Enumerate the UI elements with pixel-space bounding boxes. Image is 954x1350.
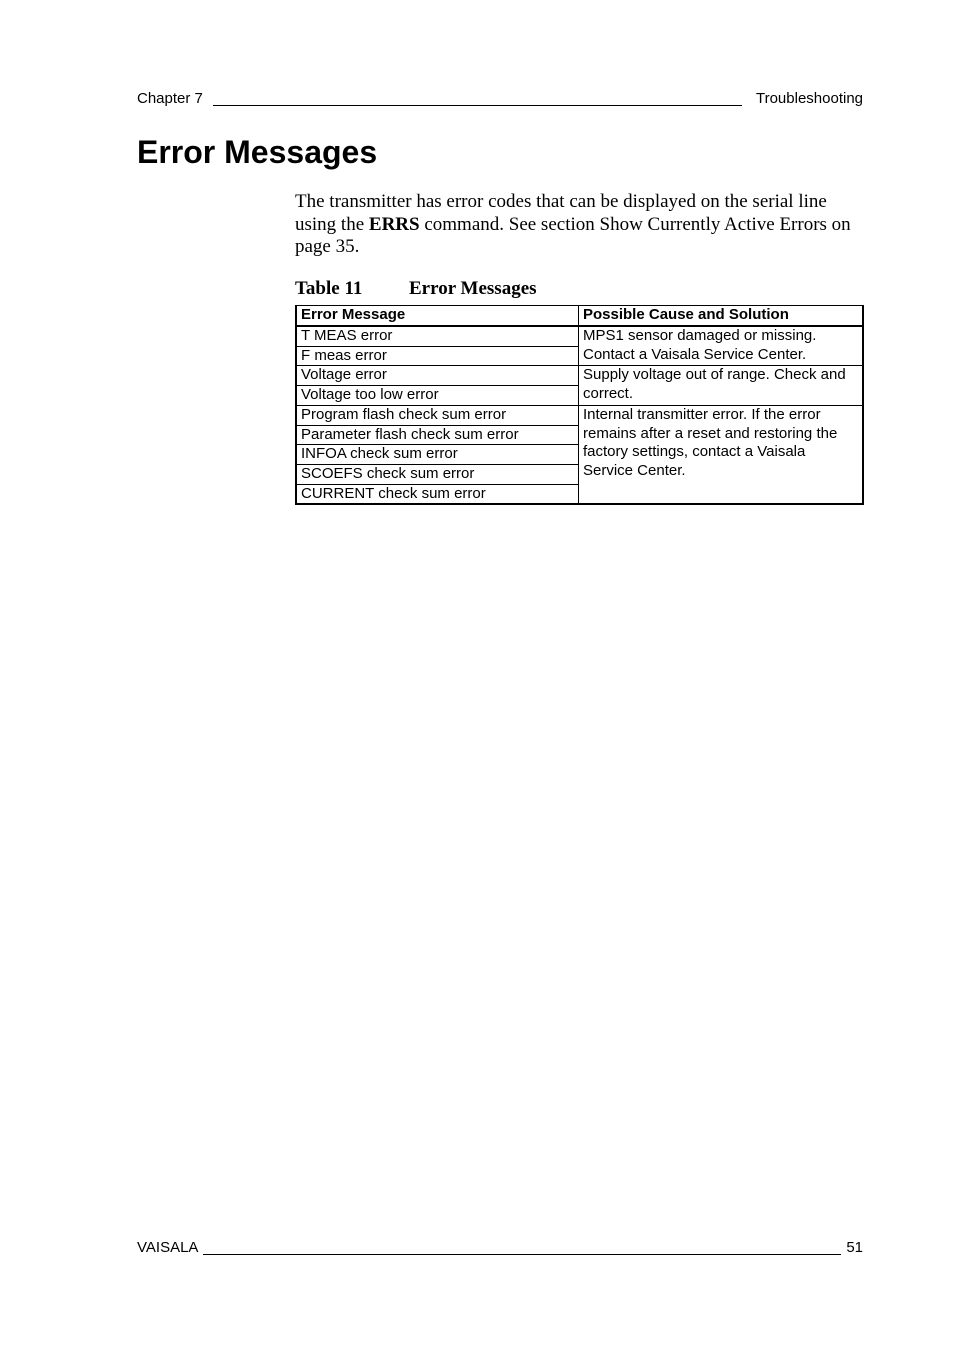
error-message-cell: Parameter flash check sum error	[296, 425, 579, 445]
company-label: VAISALA	[137, 1239, 199, 1256]
table-row	[296, 366, 863, 386]
error-message-cell: INFOA check sum error	[296, 445, 579, 465]
table-caption-title: Error Messages	[409, 278, 537, 299]
chapter-label: Chapter 7	[137, 90, 203, 107]
cause-cell: Supply voltage out of range. Check and correct.	[579, 366, 864, 405]
error-message-cell: T MEAS error	[296, 326, 579, 346]
page-title: Error Messages	[137, 134, 378, 170]
error-message-cell: SCOEFS check sum error	[296, 464, 579, 484]
header-rule	[213, 105, 742, 106]
errs-command: ERRS	[368, 213, 420, 235]
error-message-cell: Voltage too low error	[296, 386, 579, 406]
error-message-cell: Voltage error	[296, 366, 579, 386]
section-label: Troubleshooting	[755, 90, 863, 107]
column-header-error-message: Error Message	[296, 306, 579, 327]
footer-rule	[203, 1254, 841, 1255]
running-footer	[137, 1239, 863, 1259]
column-header-possible-cause: Possible Cause and Solution	[579, 306, 864, 327]
cause-cell: Internal transmitter error. If the error remains after a reset and restoring the factory settings, contact a Vaisala Service Center.	[579, 405, 864, 504]
table-row	[296, 326, 863, 346]
table-caption-number: Table 11	[295, 278, 363, 299]
page-number: 51	[846, 1239, 863, 1256]
error-message-cell: CURRENT check sum error	[296, 484, 579, 504]
intro-text-before: The transmitter has error codes that can be displayed on the serial line using the	[295, 191, 827, 235]
table-header-row	[296, 306, 863, 327]
error-message-cell: F meas error	[296, 346, 579, 366]
intro-text-after: command. See section Show Currently Active Errors on page 35.	[295, 213, 851, 257]
table-row	[296, 405, 863, 425]
error-message-cell: Program flash check sum error	[296, 405, 579, 425]
intro-paragraph	[295, 191, 865, 259]
running-header	[137, 90, 863, 110]
cause-cell: MPS1 sensor damaged or missing. Contact a Vaisala Service Center.	[579, 326, 864, 366]
error-messages-table	[295, 305, 864, 505]
table-caption	[295, 278, 537, 300]
